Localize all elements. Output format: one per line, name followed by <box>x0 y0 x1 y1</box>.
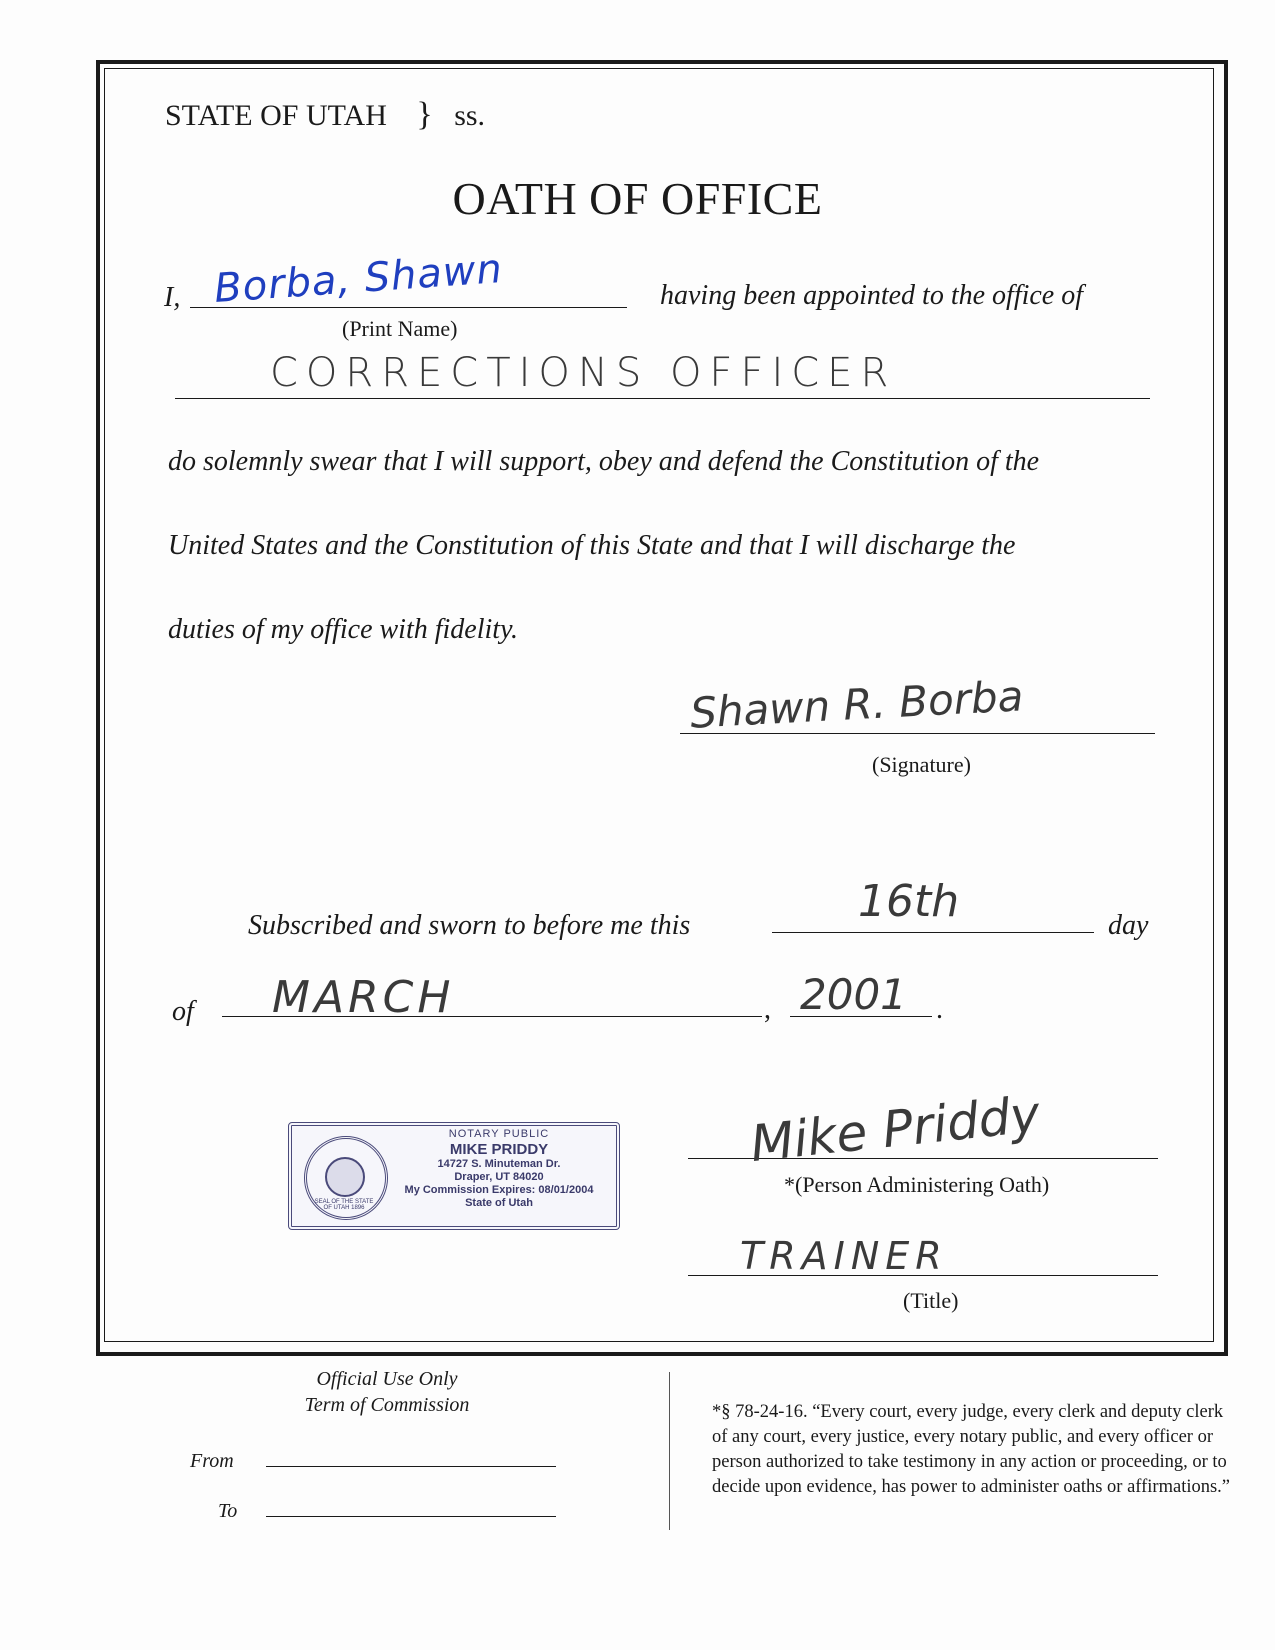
from-label: From <box>190 1450 234 1472</box>
vertical-divider <box>669 1372 670 1530</box>
signature-handwritten: Shawn R. Borba <box>688 671 1025 738</box>
to-line <box>266 1516 556 1517</box>
brace: } <box>416 96 433 133</box>
printed-name-handwritten: Borba, Shawn <box>212 245 505 313</box>
stamp-text <box>388 1128 610 1210</box>
ss-label: ss. <box>454 99 486 132</box>
page-title: OATH OF OFFICE <box>452 173 823 224</box>
notary-stamp <box>288 1122 620 1230</box>
state-name: STATE OF UTAH <box>165 99 387 132</box>
period: . <box>936 994 943 1025</box>
to-label: To <box>218 1500 238 1522</box>
stamp-line-2: MIKE PRIDDY <box>449 1141 549 1158</box>
of-word: of <box>172 996 194 1027</box>
inner-border <box>104 68 1214 1342</box>
stamp-line-3: 14727 S. Minuteman Dr. <box>437 1158 561 1170</box>
signature-label: (Signature) <box>872 752 971 777</box>
official-use-heading-1: Official Use Only <box>316 1368 458 1390</box>
from-line <box>266 1466 556 1467</box>
office-handwritten: CORRECTIONS OFFICER <box>270 350 897 396</box>
statute-footnote: *§ 78-24-16. “Every court, every judge, every clerk and deputy clerk of any court, every justice, every notary public, and every officer or person authorized to take testimony in any action or proceeding, or to decide upon evidence, has power to administer oaths or affirmations.” <box>712 1402 1231 1497</box>
administrator-signature-handwritten: Mike Priddy <box>747 1084 1043 1174</box>
year-handwritten: 2001 <box>800 970 907 1019</box>
stamp-line-1: NOTARY PUBLIC <box>448 1128 550 1140</box>
day-word: day <box>1108 910 1149 941</box>
seal-emblem-icon <box>325 1157 365 1197</box>
day-line <box>772 932 1094 933</box>
official-use-heading <box>250 1366 524 1418</box>
day-handwritten: 16th <box>858 876 960 927</box>
appointed-text: having been appointed to the office of <box>660 280 1084 311</box>
subscribed-text: Subscribed and sworn to before me this <box>248 910 691 941</box>
oath-line-3: duties of my office with fidelity. <box>168 614 518 645</box>
title-label: (Title) <box>903 1288 959 1313</box>
print-name-label: (Print Name) <box>342 316 458 341</box>
oath-prefix: I, <box>164 282 181 313</box>
office-line <box>175 398 1150 399</box>
stamp-line-6: State of Utah <box>465 1197 533 1209</box>
state-seal-icon <box>304 1136 388 1220</box>
administrator-label: *(Person Administering Oath) <box>784 1172 1050 1197</box>
title-handwritten: TRAINER <box>740 1234 948 1278</box>
stamp-line-4: Draper, UT 84020 <box>454 1171 544 1183</box>
seal-text: SEAL OF THE STATE OF UTAH 1896 <box>314 1199 374 1211</box>
month-handwritten: MARCH <box>272 972 455 1023</box>
oath-line-1: do solemnly swear that I will support, obey and defend the Constitution of the <box>168 446 1040 477</box>
official-use-heading-2: Term of Commission <box>304 1394 470 1416</box>
state-heading <box>165 96 485 134</box>
oath-line-2: United States and the Constitution of this State and that I will discharge the <box>168 530 1016 561</box>
comma: , <box>764 994 771 1025</box>
stamp-line-5: My Commission Expires: 08/01/2004 <box>404 1184 594 1196</box>
